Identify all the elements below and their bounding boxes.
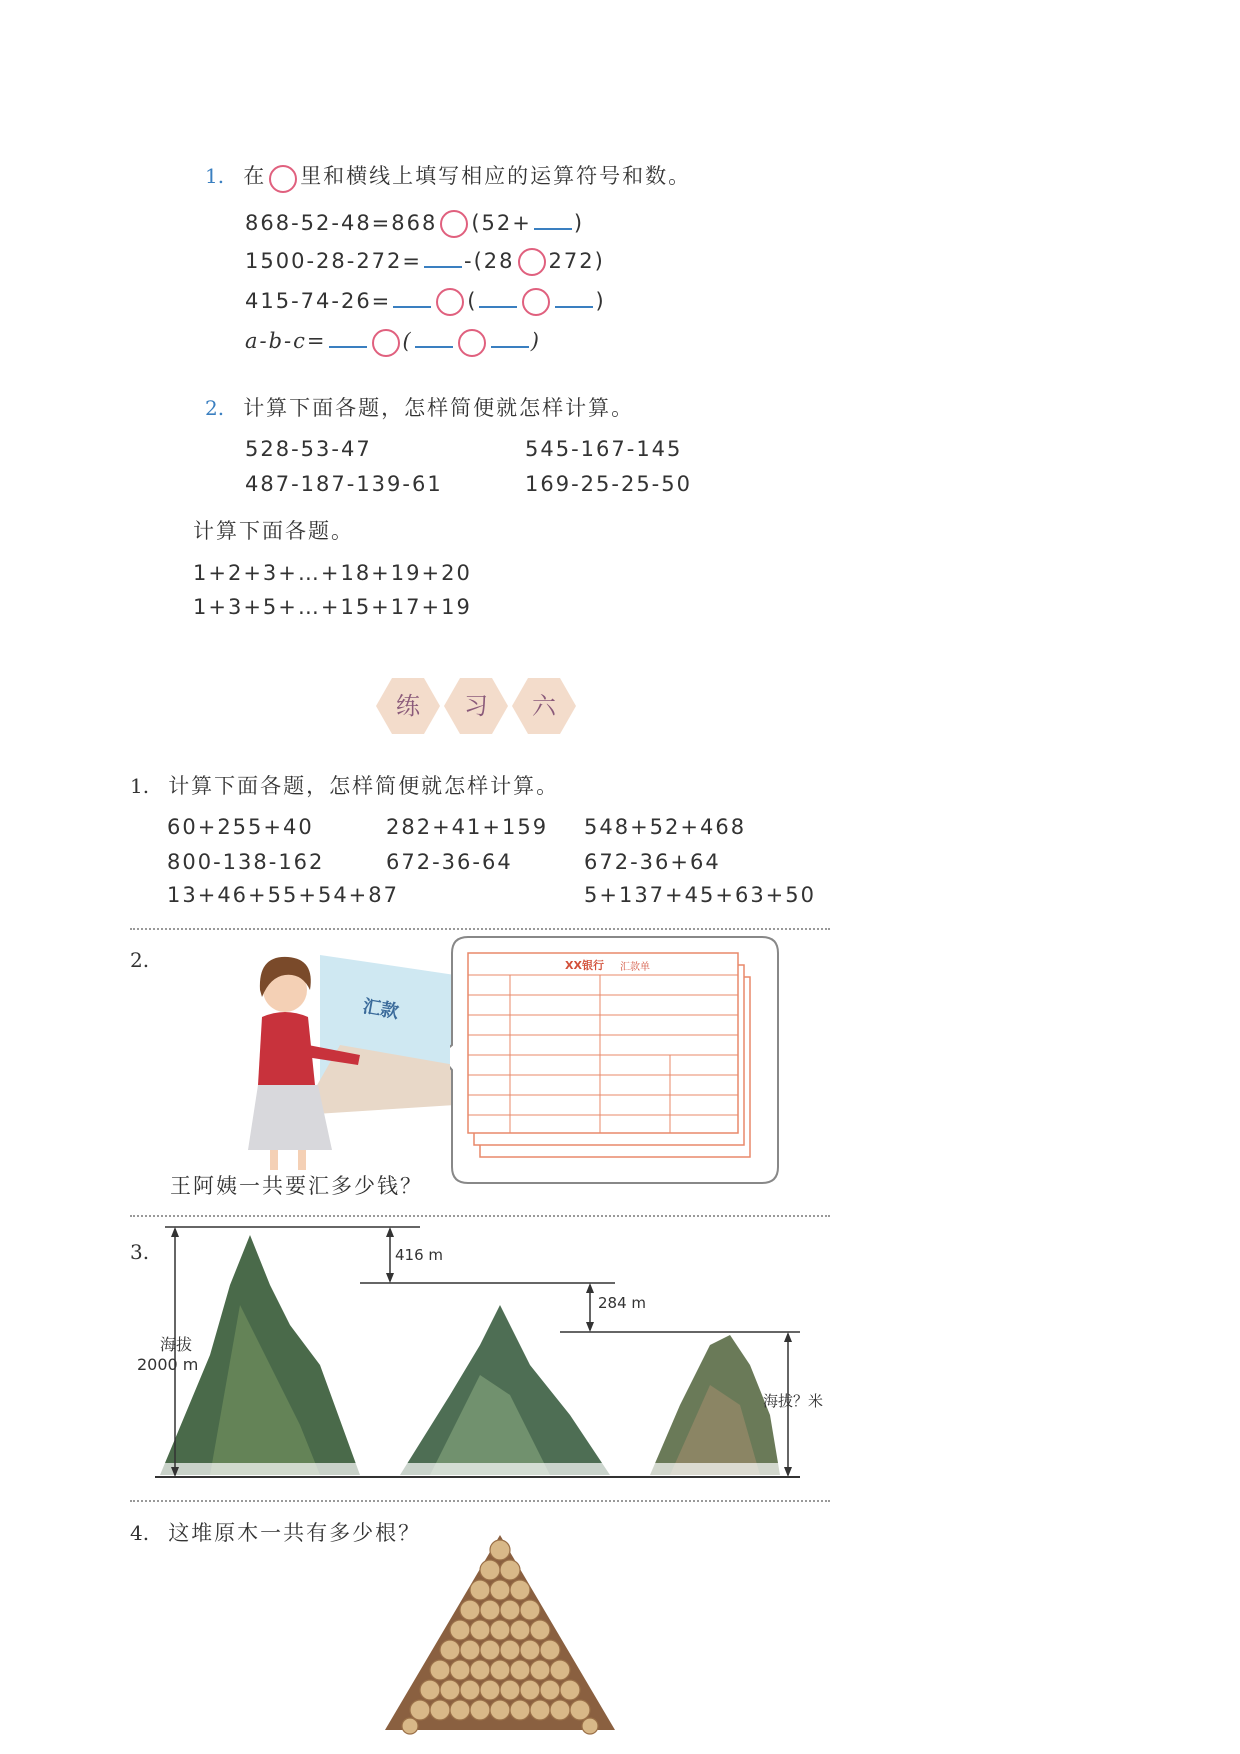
- question-number: 3.: [130, 1240, 150, 1264]
- question-b2-text: 王阿姨一共要汇多少钱？: [170, 1174, 423, 1198]
- height-diff-1: 416 m: [395, 1246, 444, 1264]
- equation-text: 868-52-48=868: [245, 211, 438, 235]
- question-b1-prompt: [130, 770, 559, 800]
- expression: 5+137+45+63+50: [584, 883, 816, 907]
- question-number: 2.: [130, 948, 150, 972]
- question-text: 这堆原木一共有多少根？: [168, 1521, 422, 1545]
- question-number: 4.: [130, 1521, 150, 1545]
- answer-blank[interactable]: [534, 210, 572, 230]
- equation-line-4: [245, 328, 541, 357]
- equation-line-2: [245, 248, 605, 276]
- equation-text: 415-74-26=: [245, 289, 392, 313]
- equation-line-3: [245, 288, 606, 316]
- answer-circle[interactable]: [458, 329, 486, 357]
- equation-text: -(28: [464, 249, 515, 273]
- title-char: 六: [532, 692, 556, 720]
- title-hexagon: [444, 678, 508, 734]
- remittance-form-bubble: [450, 935, 780, 1185]
- expression: 13+46+55+54+87: [167, 883, 399, 907]
- form-title: 汇款单: [620, 962, 650, 973]
- answer-circle[interactable]: [518, 248, 546, 276]
- question-text-post: 里和横线上填写相应的运算符号和数。: [300, 164, 692, 188]
- expression: 548+52+468: [584, 815, 747, 839]
- answer-blank[interactable]: [329, 328, 367, 348]
- altitude-value: 2000 m: [137, 1355, 199, 1374]
- equation-text: ): [530, 329, 541, 353]
- answer-blank[interactable]: [555, 288, 593, 308]
- equation-text: ): [595, 289, 606, 313]
- screen-label: 汇款: [361, 996, 401, 1023]
- expression: 60+255+40: [167, 815, 314, 839]
- equation-text: 272): [548, 249, 605, 273]
- answer-circle[interactable]: [269, 165, 297, 193]
- answer-circle[interactable]: [436, 288, 464, 316]
- title-char: 习: [464, 692, 488, 720]
- question-a2-prompt: [205, 392, 634, 422]
- question-a1-prompt: [205, 160, 691, 193]
- expression: 800-138-162: [167, 850, 325, 874]
- expression: 169-25-25-50: [525, 472, 692, 496]
- answer-blank[interactable]: [479, 288, 517, 308]
- question-b4-prompt: [130, 1517, 421, 1547]
- log-pile-illustration: [380, 1530, 620, 1735]
- equation-text: (: [467, 289, 478, 313]
- woman-at-counter-illustration: [240, 945, 470, 1175]
- divider: [130, 1500, 830, 1502]
- unknown-altitude-label: 海拔？米: [763, 1392, 824, 1410]
- question-number: 1.: [205, 164, 225, 188]
- expression: 672-36-64: [386, 850, 513, 874]
- expression: 487-187-139-61: [245, 472, 443, 496]
- expression: 528-53-47: [245, 437, 372, 461]
- title-hexagon: [376, 678, 440, 734]
- question-number: 1.: [130, 774, 150, 798]
- answer-circle[interactable]: [372, 329, 400, 357]
- equation-text: ): [573, 211, 585, 235]
- answer-blank[interactable]: [424, 248, 462, 268]
- equation-text: (52+: [471, 211, 532, 235]
- divider: [130, 1215, 830, 1217]
- answer-circle[interactable]: [522, 288, 550, 316]
- mountains-illustration: [150, 1225, 830, 1485]
- question-a3-prompt: 计算下面各题。: [193, 519, 354, 543]
- expression: 1+3+5+…+15+17+19: [193, 595, 472, 619]
- expression: 545-167-145: [525, 437, 683, 461]
- question-text: 计算下面各题，怎样简便就怎样计算。: [243, 396, 635, 420]
- equation-text: a-b-c=: [245, 329, 327, 353]
- altitude-label: 海拔: [160, 1335, 193, 1354]
- divider: [130, 928, 830, 930]
- question-number: 2.: [205, 396, 225, 420]
- answer-blank[interactable]: [415, 328, 453, 348]
- question-text-pre: 在: [243, 164, 267, 188]
- expression: 672-36+64: [584, 850, 721, 874]
- height-diff-2: 284 m: [598, 1294, 647, 1312]
- answer-circle[interactable]: [440, 210, 468, 238]
- title-hexagon: [512, 678, 576, 734]
- title-char: 练: [396, 692, 420, 720]
- answer-blank[interactable]: [491, 328, 529, 348]
- equation-text: (: [402, 329, 413, 353]
- equation-line-1: [245, 210, 584, 238]
- equation-text: 1500-28-272=: [245, 249, 422, 273]
- answer-blank[interactable]: [393, 288, 431, 308]
- question-text: 计算下面各题，怎样简便就怎样计算。: [168, 774, 560, 798]
- expression: 1+2+3+…+18+19+20: [193, 561, 472, 585]
- expression: 282+41+159: [386, 815, 549, 839]
- form-bank-name: XX银行: [565, 959, 604, 972]
